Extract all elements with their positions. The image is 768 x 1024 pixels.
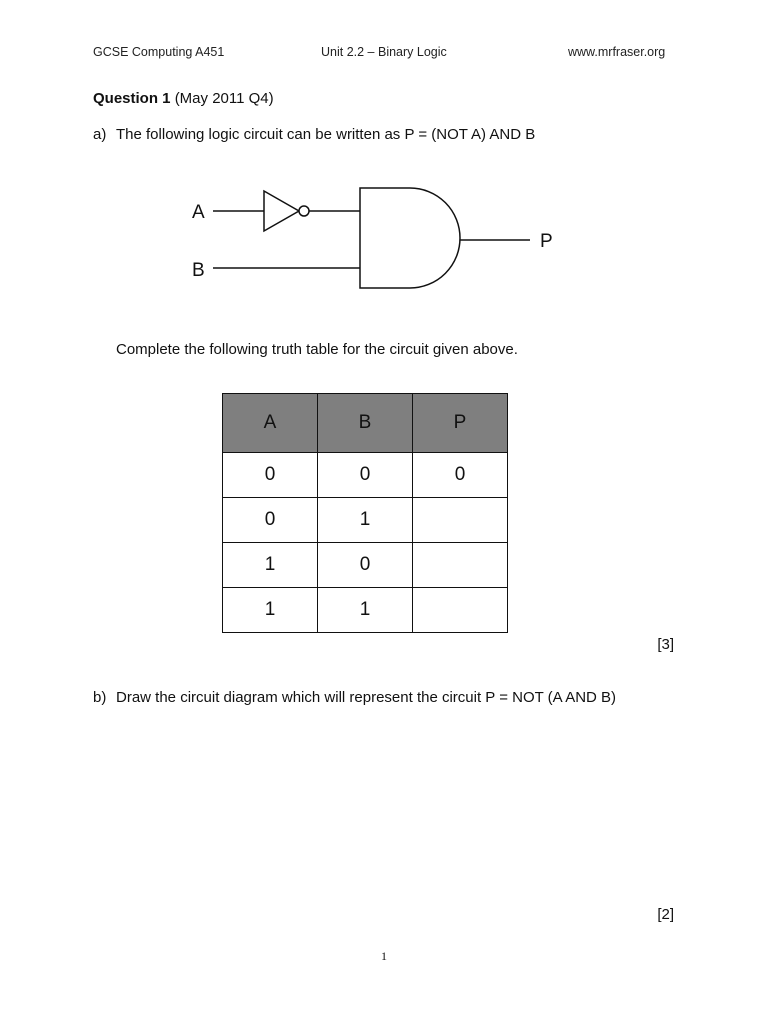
cell-a: 0	[223, 453, 318, 498]
cell-a: 0	[223, 498, 318, 543]
page-number: 1	[381, 949, 387, 963]
part-b-text: Draw the circuit diagram which will represent the circuit P = NOT (A AND B)	[116, 689, 617, 706]
cell-a: 1	[223, 588, 318, 633]
cell-b: 1	[318, 588, 413, 633]
cell-p-answer[interactable]	[413, 498, 508, 543]
circuit-output-p-label: P	[540, 231, 553, 252]
question-source: (May 2011 Q4)	[174, 90, 274, 107]
cell-p: 0	[413, 453, 508, 498]
header-website: www.mrfraser.org	[568, 45, 666, 59]
column-header-p: P	[413, 394, 508, 453]
table-row	[223, 453, 508, 498]
table-row	[223, 588, 508, 633]
cell-b: 1	[318, 498, 413, 543]
cell-b: 0	[318, 453, 413, 498]
header-course: GCSE Computing A451	[93, 45, 225, 59]
part-b-prompt	[93, 689, 616, 706]
and-gate-icon	[360, 188, 460, 288]
part-b-marks: [2]	[657, 906, 674, 923]
truth-table	[222, 393, 508, 633]
not-gate-icon	[264, 191, 299, 231]
cell-b: 0	[318, 543, 413, 588]
not-gate-bubble-icon	[299, 206, 309, 216]
column-header-b: B	[318, 394, 413, 453]
part-b-letter: b)	[93, 689, 107, 706]
question-number: Question 1	[93, 90, 171, 107]
circuit-input-b-label: B	[192, 260, 205, 281]
circuit-input-a-label: A	[192, 202, 205, 223]
cell-a: 1	[223, 543, 318, 588]
part-a-marks: [3]	[657, 636, 674, 653]
table-row	[223, 498, 508, 543]
table-row	[223, 543, 508, 588]
question-title	[93, 90, 274, 107]
part-a-text: The following logic circuit can be written as P = (NOT A) AND B	[116, 126, 536, 143]
part-a-letter: a)	[93, 126, 107, 143]
logic-circuit-diagram	[180, 178, 580, 298]
cell-p-answer[interactable]	[413, 588, 508, 633]
truth-table-instruction: Complete the following truth table for the circuit given above.	[116, 341, 518, 358]
cell-p-answer[interactable]	[413, 543, 508, 588]
part-a-prompt	[93, 126, 535, 143]
column-header-a: A	[223, 394, 318, 453]
truth-table-header-row	[223, 394, 508, 453]
header-unit: Unit 2.2 – Binary Logic	[321, 45, 447, 59]
